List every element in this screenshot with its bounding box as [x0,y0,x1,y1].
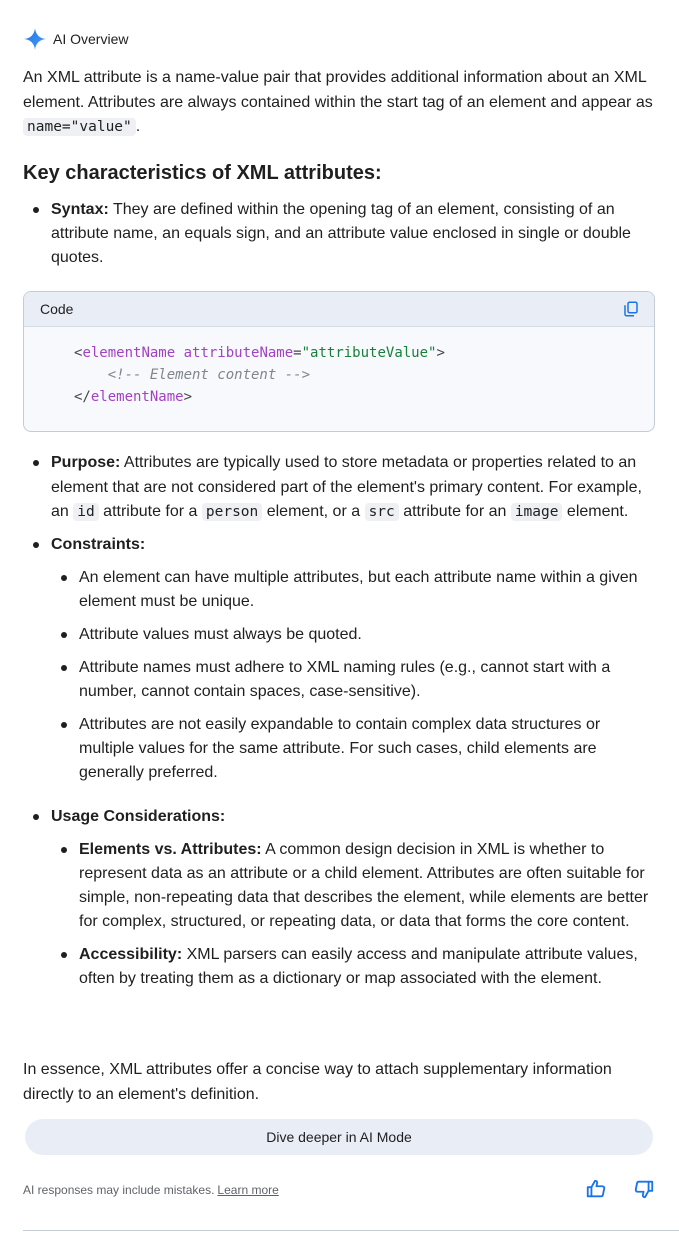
code-attr-name: attributeName [183,345,294,361]
purpose-text: attribute for an [398,503,511,520]
usage-item-label: Elements vs. Attributes: [79,840,262,858]
copy-code-button[interactable] [620,298,642,320]
learn-more-link[interactable]: Learn more [217,1183,279,1197]
syntax-text: They are defined within the opening tag of an element, consisting of an attribute name, an equals sign, and an attribute value enclosed in single or double quotes. [51,201,631,266]
code-punc: </ [74,389,91,405]
code-label: Code [40,301,74,317]
intro-end: . [135,118,141,135]
sparkle-icon [23,27,47,51]
code-punc: > [436,345,445,361]
thumbs-down-icon[interactable] [633,1178,655,1200]
intro-code: name="value" [23,118,136,136]
usage-item-text: A common design decision in XML is whether to represent data as an attribute or a child element. Attributes are often suitable for simple, non-repeating data that describes the element, while elements are better for complex, structured, or repeating data, or data that forms the core content. [79,840,649,930]
code-content [24,327,654,408]
list-item-syntax [23,198,655,270]
list-item: Attribute values must always be quoted. [51,623,655,647]
feedback-footer [23,1176,655,1204]
constraints-label: Constraints: [51,535,146,553]
feedback-buttons [585,1178,655,1200]
code-block [23,291,655,432]
usage-item-label: Accessibility: [79,945,183,963]
list-item-usage [23,805,655,991]
code-attr-value: "attributeValue" [301,345,437,361]
code-comment: <!-- Element content --> [107,367,311,383]
purpose-text: Attributes are typically used to store metadata or properties related to an element that are not considered part of the element's primary content. For example, an [51,454,642,520]
code-tag-name: elementName [90,389,184,405]
purpose-text: element, or a [262,503,365,520]
characteristics-list-2 [23,451,655,1000]
list-item-constraints [23,533,655,785]
code-block-header [24,292,654,327]
purpose-text: element. [562,503,629,520]
syntax-label: Syntax: [51,201,109,218]
list-item [51,943,655,991]
usage-item-text: XML parsers can easily access and manipulate attribute values, often by treating them as a dictionary or map associated with the element. [79,945,638,987]
summary-paragraph: In essence, XML attributes offer a concise way to attach supplementary information directly to an element's definition. [23,1061,612,1103]
dive-deeper-button[interactable]: Dive deeper in AI Mode [25,1119,653,1155]
code-src: src [365,503,399,521]
thumbs-up-icon[interactable] [585,1178,607,1200]
purpose-label: Purpose: [51,454,121,471]
code-tag-name: elementName [82,345,176,361]
code-image: image [511,503,563,521]
code-punc: = [293,345,302,361]
code-punc: > [183,389,193,405]
list-item: Attributes are not easily expandable to contain complex data structures or multiple values for the same attribute. For such cases, child elements are generally preferred. [51,713,655,785]
code-punc: < [74,345,83,361]
constraints-list [51,566,655,785]
ai-overview-header [23,26,128,52]
ai-overview-title: AI Overview [53,31,129,47]
characteristics-list-1 [23,198,655,270]
intro-text: An XML attribute is a name-value pair that provides additional information about an XML element. Attributes are always contained within the start tag of an element and appear as [23,69,653,111]
bottom-divider [23,1230,679,1231]
code-person: person [202,503,262,521]
purpose-text: attribute for a [98,503,202,520]
usage-list [51,838,655,991]
list-item: An element can have multiple attributes, but each attribute name within a given element must be unique. [51,566,655,614]
list-item [51,838,655,934]
intro-paragraph [23,66,655,140]
copy-icon [622,300,640,318]
code-id: id [73,503,98,521]
list-item-purpose [23,451,655,525]
disclaimer-text: AI responses may include mistakes. [23,1183,215,1197]
list-item: Attribute names must adhere to XML naming rules (e.g., cannot start with a number, cannot contain spaces, case-sensitive). [51,656,655,704]
usage-label: Usage Considerations: [51,807,226,825]
section-heading: Key characteristics of XML attributes: [23,162,382,184]
